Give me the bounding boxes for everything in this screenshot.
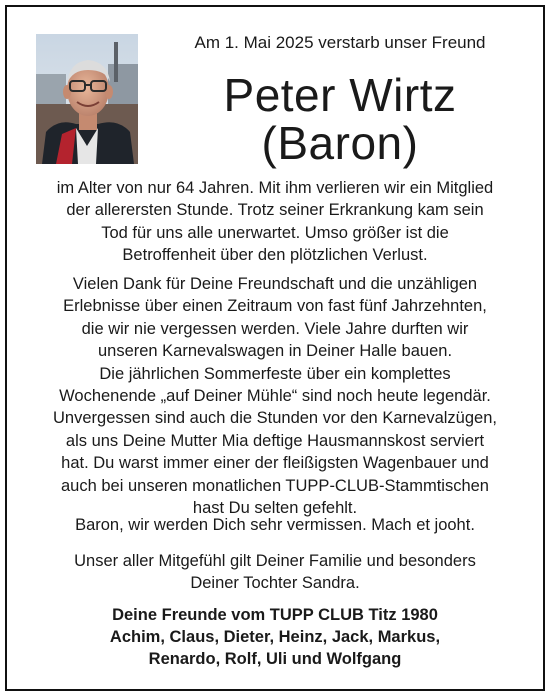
text-line: im Alter von nur 64 Jahren. Mit ihm verlieren wir ein Mitglied — [56, 179, 494, 197]
text-line: Deiner Tochter Sandra. — [190, 574, 360, 593]
text-line: Vielen Dank für Deine Freundschaft und die unzähligen — [72, 275, 478, 293]
text-line: unseren Karnevalswagen in Deiner Halle bauen. — [97, 342, 453, 361]
signature-club-line: Deine Freunde vom TUPP CLUB Titz 1980 — [112, 606, 438, 624]
paragraph-thanks-and-memories — [20, 273, 530, 519]
text-line: Betroffenheit über den plötzlichen Verlust. — [122, 246, 428, 265]
text-line: Erlebnisse über einen Zeitraum von fast fünf Jahrzehnten, — [63, 297, 487, 316]
death-announcement-intro: Am 1. Mai 2025 verstarb unser Freund — [194, 33, 486, 52]
signature-names-line: Renardo, Rolf, Uli und Wolfgang — [148, 650, 402, 668]
signature-block — [20, 604, 530, 670]
text-line: der allerersten Stunde. Trotz seiner Erkrankung kam sein — [66, 201, 484, 220]
text-line: Wochenende „auf Deiner Mühle“ sind noch heute legendär. — [59, 387, 491, 406]
text-line: als uns Deine Mutter Mia deftige Hausmannskost serviert — [65, 431, 485, 450]
text-line: Tod für uns alle unerwartet. Umso größer ist die — [101, 223, 449, 242]
paragraph-condolences — [20, 550, 530, 595]
text-line: Die jährlichen Sommerfeste über ein komplettes — [99, 364, 451, 383]
text-line: hast Du selten gefehlt. — [192, 499, 358, 518]
text-line: Baron, wir werden Dich sehr vermissen. Mach et jooht. — [75, 516, 475, 534]
paragraph-farewell — [20, 514, 530, 536]
text-line: auch bei unseren monatlichen TUPP-CLUB-Stammtischen — [61, 476, 489, 495]
deceased-nickname: (Baron) — [261, 117, 419, 169]
deceased-name: Peter Wirtz — [223, 69, 457, 121]
text-line: hat. Du warst immer einer der fleißigsten Wagenbauer und — [61, 454, 489, 473]
portrait-photo — [36, 34, 138, 164]
text-line: die wir nie vergessen werden. Viele Jahre durften wir — [81, 319, 469, 338]
text-line: Unser aller Mitgefühl gilt Deiner Familie und besonders — [74, 552, 476, 570]
paragraph-age-and-loss — [20, 177, 530, 267]
text-line: Unvergessen sind auch die Stunden vor den Karnevalzügen, — [53, 409, 497, 428]
signature-names-line: Achim, Claus, Dieter, Heinz, Jack, Markus, — [109, 628, 441, 646]
